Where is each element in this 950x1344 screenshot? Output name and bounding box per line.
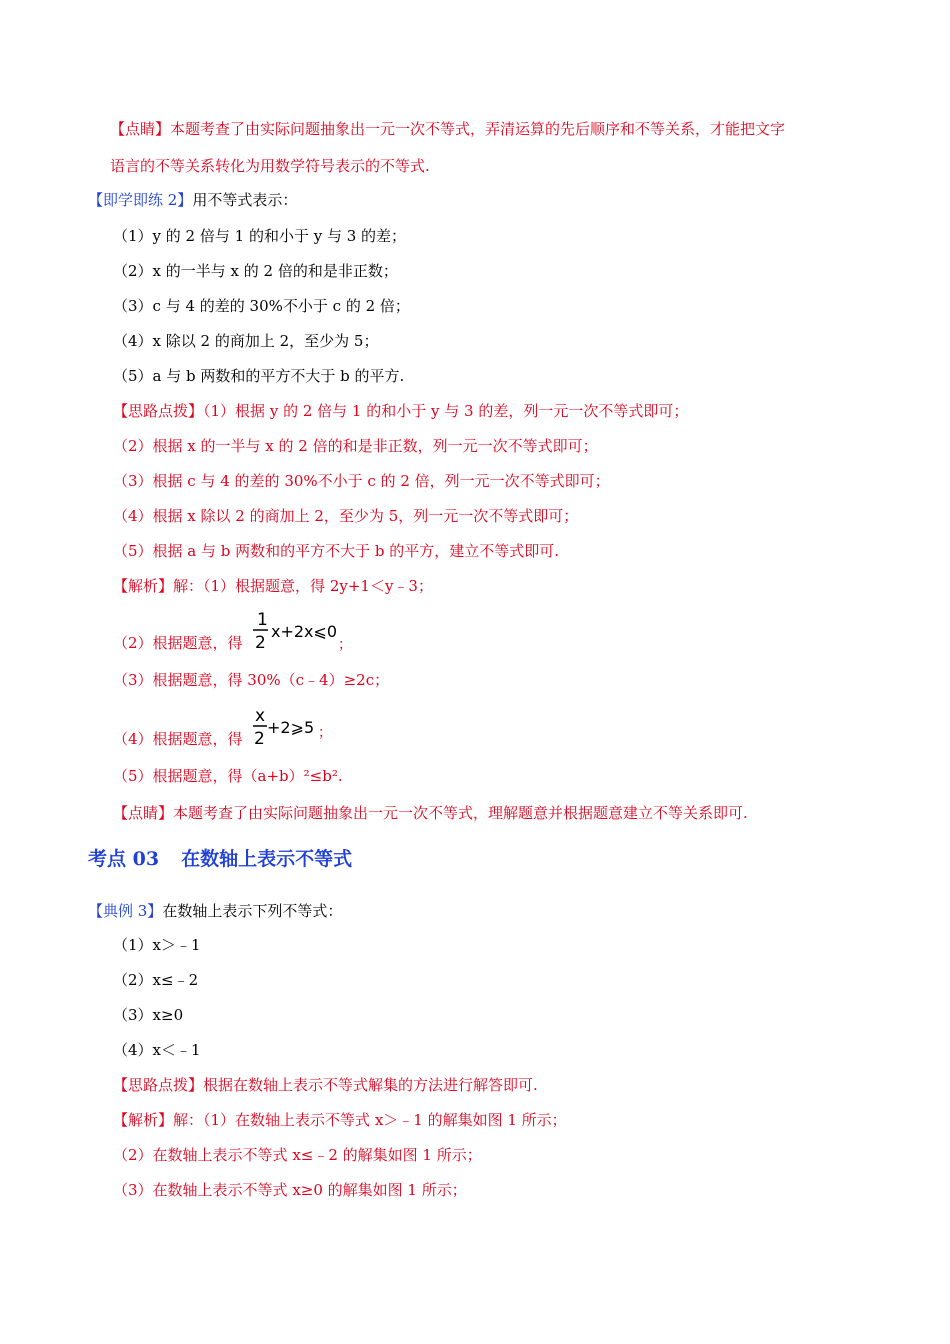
silu-3-tag: 【思路点拨】 xyxy=(113,1076,204,1094)
jiexi-2-line-3: （3）根据题意，得 30%（c﹣4）≥2c； xyxy=(113,671,390,689)
section-title: 在数轴上表示不等式 xyxy=(181,848,353,870)
silu-2-line-2: （2）根据 x 的一半与 x 的 2 倍的和是非正数，列一元一次不等式即可； xyxy=(113,437,598,455)
silu-2-line-3: （3）根据 c 与 4 的差的 30%不小于 c 的 2 倍，列一元一次不等式即可； xyxy=(113,472,610,490)
practice-2-tag: 【即学即练 2】 xyxy=(88,191,193,209)
practice-2-item-2: （2）x 的一半与 x 的 2 倍的和是非正数； xyxy=(113,262,398,280)
jiexi-3-line-3: （3）在数轴上表示不等式 x≥0 的解集如图 1 所示； xyxy=(113,1181,467,1199)
eq2-numerator: 1 xyxy=(257,610,268,630)
dianjing-text-line-2: 语言的不等关系转化为用数学符号表示的不等式. xyxy=(110,157,430,175)
example-3-item-2: （2）x≤﹣2 xyxy=(113,971,199,989)
dianjing-paragraph-2 xyxy=(113,803,748,823)
equation-4-image xyxy=(250,703,340,751)
example-3-item-1: （1）x＞﹣1 xyxy=(113,936,201,954)
eq4-suffix: ； xyxy=(318,725,332,741)
example-3-item-4: （4）x＜﹣1 xyxy=(113,1041,201,1059)
silu-2-line-5: （5）根据 a 与 b 两数和的平方不大于 b 的平方，建立不等式即可. xyxy=(113,542,560,560)
practice-2-header xyxy=(88,190,297,210)
eq2-denominator: 2 xyxy=(255,633,266,653)
example-3-item-3: （3）x≥0 xyxy=(113,1006,184,1024)
practice-2-item-4: （4）x 除以 2 的商加上 2，至少为 5； xyxy=(113,332,379,350)
jiexi-3-line-1 xyxy=(113,1110,567,1130)
section-label: 考点 03 xyxy=(88,848,160,870)
dianjing-2-tag: 【点睛】 xyxy=(113,804,174,822)
example-3-prompt: 在数轴上表示下列不等式： xyxy=(162,902,343,920)
eq2-suffix: ； xyxy=(338,637,352,653)
silu-2-tag: 【思路点拨】 xyxy=(113,402,204,420)
practice-2-item-3: （3）c 与 4 的差的 30%不小于 c 的 2 倍； xyxy=(113,297,410,315)
practice-2-item-1: （1）y 的 2 倍与 1 的和小于 y 与 3 的差； xyxy=(113,227,407,245)
example-3-header xyxy=(88,901,342,921)
silu-2-line-4: （4）根据 x 除以 2 的商加上 2，至少为 5，列一元一次不等式即可； xyxy=(113,507,579,525)
eq2-rest: x+2x⩽0 xyxy=(271,622,338,641)
jiexi-2-line-4-prefix: （4）根据题意，得 xyxy=(113,730,243,748)
section-heading-03 xyxy=(88,847,352,871)
silu-2-text-1: （1）根据 y 的 2 倍与 1 的和小于 y 与 3 的差，列一元一次不等式即可； xyxy=(203,402,689,420)
eq4-denominator: 2 xyxy=(254,729,265,749)
jiexi-3-tag: 【解析】 xyxy=(113,1111,174,1129)
practice-2-prompt: 用不等式表示： xyxy=(192,191,298,209)
jiexi-2-tag: 【解析】 xyxy=(113,577,174,595)
jiexi-2-text-1: 解：（1）根据题意，得 2y+1＜y﹣3； xyxy=(173,577,433,595)
jiexi-2-line-5: （5）根据题意，得（a+b）²≤b². xyxy=(113,767,343,785)
dianjing-paragraph-1 xyxy=(110,119,785,139)
dianjing-2-text: 本题考查了由实际问题抽象出一元一次不等式，理解题意并根据题意建立不等关系即可. xyxy=(173,804,748,822)
silu-2-line-1 xyxy=(113,401,688,421)
example-3-tag: 【典例 3】 xyxy=(88,902,163,920)
dianjing-text-line-1: 本题考查了由实际问题抽象出一元一次不等式，弄清运算的先后顺序和不等关系，才能把文字 xyxy=(170,120,786,138)
jiexi-3-line-2: （2）在数轴上表示不等式 x≤﹣2 的解集如图 1 所示； xyxy=(113,1146,482,1164)
jiexi-2-line-1 xyxy=(113,576,433,596)
eq4-numerator: x xyxy=(255,706,266,726)
silu-3-text: 根据在数轴上表示不等式解集的方法进行解答即可. xyxy=(203,1076,538,1094)
practice-2-item-5: （5）a 与 b 两数和的平方不大于 b 的平方. xyxy=(113,367,405,385)
jiexi-2-line-2-prefix: （2）根据题意，得 xyxy=(113,634,243,652)
silu-3-line xyxy=(113,1075,538,1095)
eq4-rest: +2⩾5 xyxy=(267,718,315,737)
jiexi-3-text-1: 解：（1）在数轴上表示不等式 x＞﹣1 的解集如图 1 所示； xyxy=(173,1111,567,1129)
dianjing-tag: 【点睛】 xyxy=(110,120,171,138)
equation-2-image xyxy=(250,607,350,655)
